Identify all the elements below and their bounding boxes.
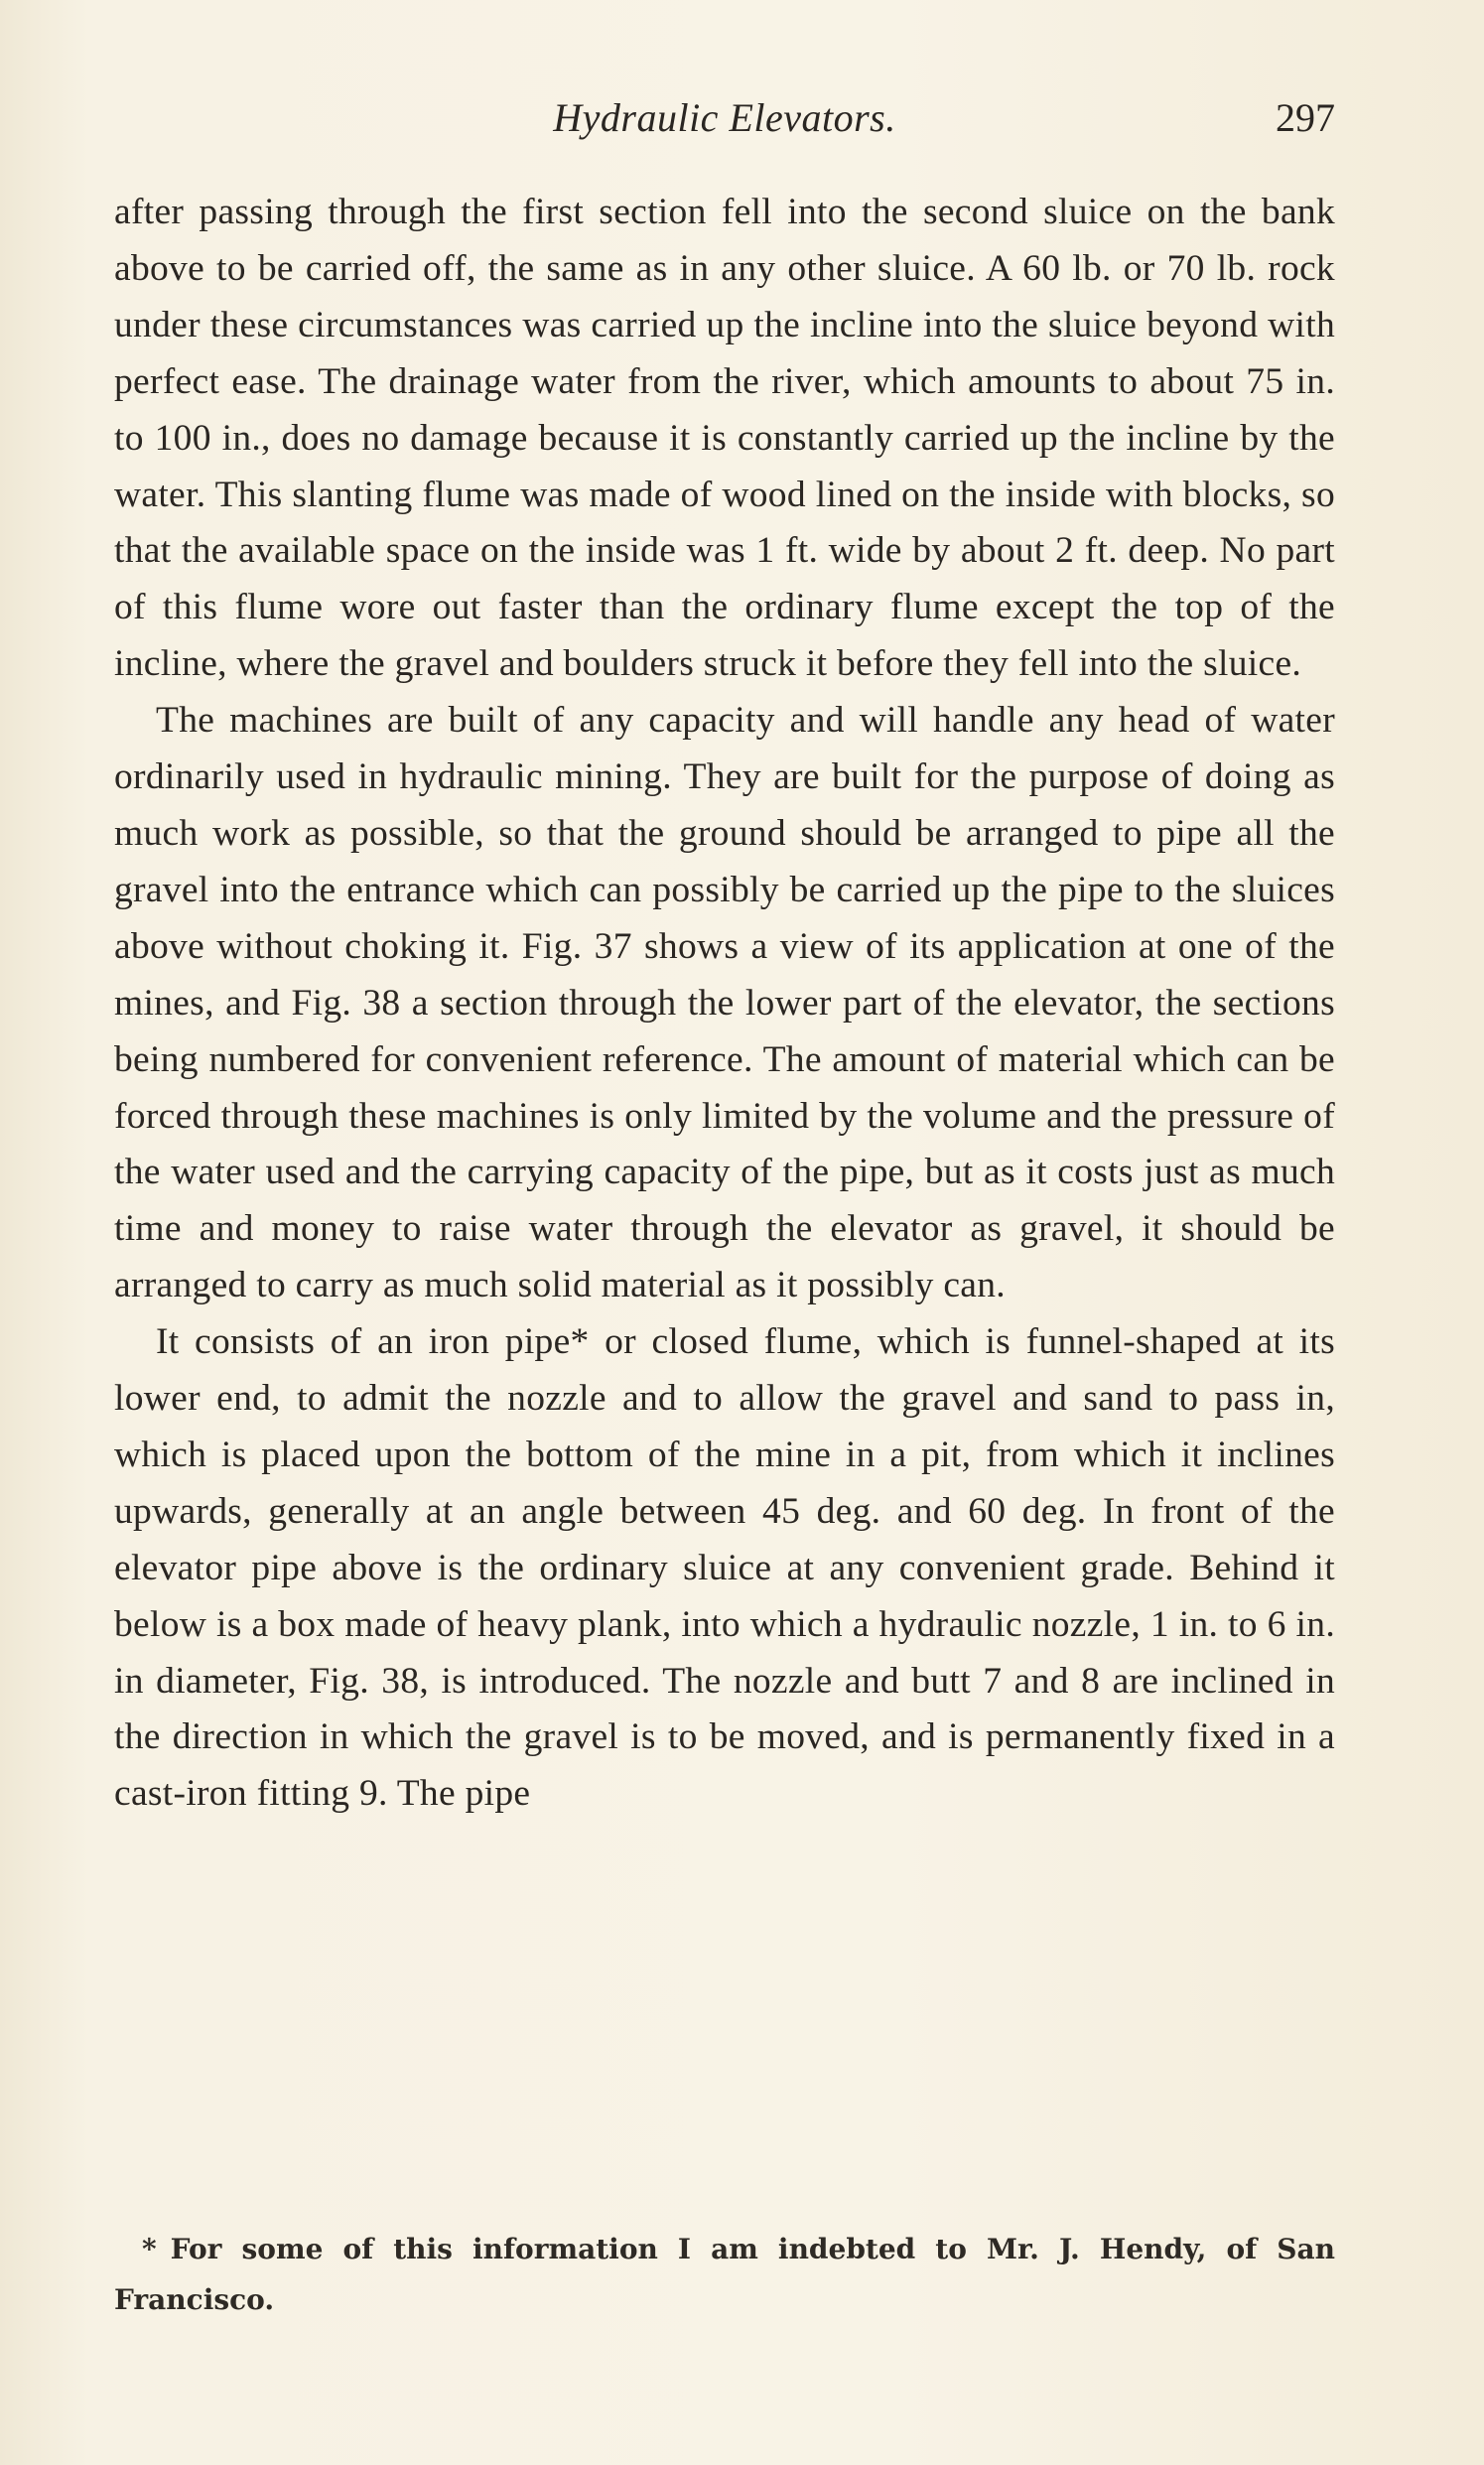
paragraph-3: It consists of an iron pipe* or closed flume, which is funnel-shaped at its lower end, to admit the nozzle and to allow the gravel and sand to pass in, which is placed upon the bottom of the mine in a pit, from which it inclines upwards, generally at an angle between 45 deg. and 60 deg. In front of the elevator pipe above is the ordinary sluice at any convenient grade. Behind it below is a box made of heavy plank, into which a hydraulic nozzle, 1 in. to 6 in. in diameter, Fig. 38, is introduced. The nozzle and butt 7 and 8 are inclined in the direction in which the gravel is to be moved, and is permanently fixed in a cast-iron fitting 9. The pipe	[114, 1321, 1335, 1815]
paragraph-2: The machines are built of any capacity and will handle any head of water ordinarily used in hydraulic mining. They are built for the purpose of doing as much work as possible, so that the ground should be arranged to pipe all the gravel into the entrance which can possibly be carried up the pipe to the sluices above without choking it. Fig. 37 shows a view of its application at one of the mines, and Fig. 38 a section through the lower part of the elevator, the sections being numbered for convenient reference. The amount of material which can be forced through these machines is only limited by the volume and the pressure of the water used and the carrying capacity of the pipe, but as it costs just as much time and money to raise water through the elevator as gravel, it should be arranged to carry as much solid material as it possibly can.	[114, 700, 1335, 1306]
footnote	[114, 2224, 1335, 2325]
page-number: 297	[1276, 95, 1335, 140]
footnote-marker: *	[142, 2233, 157, 2265]
footnote-text: For some of this information I am indebted to Mr. J. Hendy, of San Francisco.	[114, 2233, 1335, 2316]
body-text	[114, 185, 1335, 1823]
running-title: Hydraulic Elevators.	[553, 95, 896, 140]
page-header	[114, 94, 1335, 154]
paragraph-1: after passing through the first section fell into the second sluice on the bank above to be carried off, the same as in any other sluice. A 60 lb. or 70 lb. rock under these circumstances was carried up the incline into the sluice beyond with perfect ease. The drainage water from the river, which amounts to about 75 in. to 100 in., does no damage because it is constantly carried up the incline by the water. This slanting flume was made of wood lined on the inside with blocks, so that the available space on the inside was 1 ft. wide by about 2 ft. deep. No part of this flume wore out faster than the ordinary flume except the top of the incline, where the gravel and boulders struck it before they fell into the sluice.	[114, 192, 1335, 685]
